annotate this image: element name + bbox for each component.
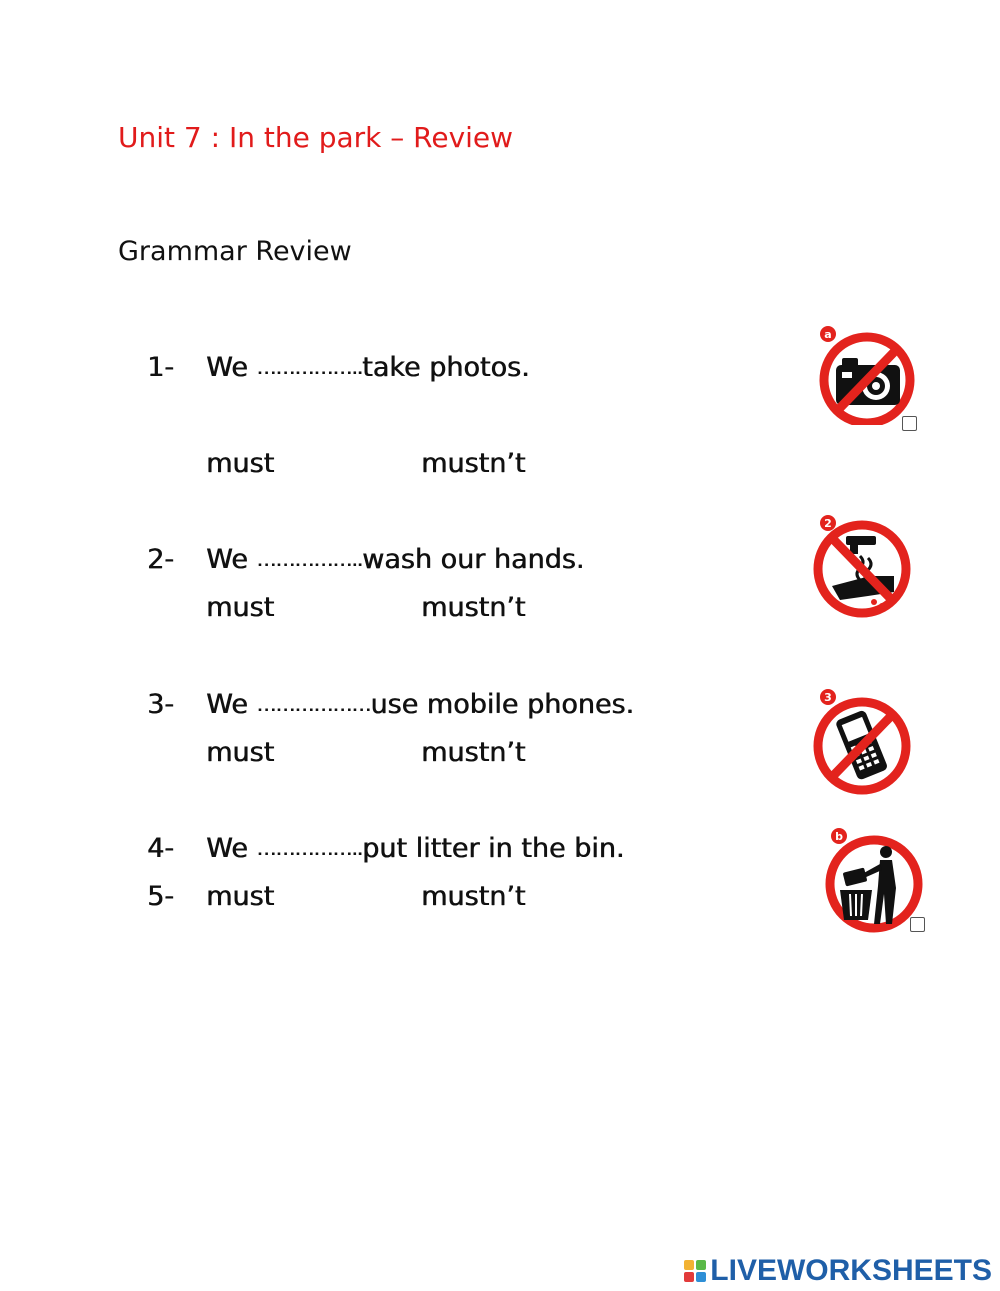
question-number: 2- (147, 544, 174, 575)
sentence-rest: wash our hands. (362, 544, 585, 575)
option-mustnt[interactable]: mustn’t (421, 881, 526, 912)
option-must[interactable]: must (206, 737, 275, 768)
no-mobile-phone-icon (810, 687, 920, 797)
no-hand-washing-sign (810, 514, 920, 624)
option-mustnt[interactable]: mustn’t (421, 737, 526, 768)
no-camera-icon (814, 325, 924, 425)
sign-badge: a (824, 328, 832, 341)
no-hand-washing-icon (810, 514, 920, 624)
answer-blank[interactable]: …………….. (256, 355, 363, 379)
sign-badge: b (835, 830, 843, 843)
no-mobile-phone-sign (810, 687, 920, 797)
option-must[interactable]: must (206, 881, 275, 912)
sentence-subject: We (206, 352, 257, 383)
section-subtitle: Grammar Review (118, 236, 352, 267)
question-number: 3- (147, 689, 174, 720)
brand-logo-icon (684, 1260, 706, 1282)
checkbox[interactable] (902, 416, 917, 431)
sentence-rest: use mobile phones. (370, 689, 634, 720)
answer-blank[interactable]: …………….. (256, 547, 363, 571)
option-must[interactable]: must (206, 592, 275, 623)
question-number: 5- (147, 881, 174, 912)
answer-blank[interactable]: ……………… (256, 692, 371, 716)
question-number: 1- (147, 352, 174, 383)
question-sentence (206, 689, 634, 720)
question-sentence (206, 352, 530, 383)
sentence-subject: We (206, 689, 257, 720)
sentence-rest: take photos. (362, 352, 530, 383)
sign-badge: 2 (824, 517, 832, 530)
page-title: Unit 7 : In the park – Review (118, 121, 514, 154)
sentence-subject: We (206, 544, 257, 575)
checkbox[interactable] (910, 917, 925, 932)
sentence-subject: We (206, 833, 257, 864)
liveworksheets-logo[interactable] (684, 1254, 992, 1288)
question-sentence (206, 833, 624, 864)
option-must[interactable]: must (206, 448, 275, 479)
brand-name: LIVEWORKSHEETS (710, 1254, 992, 1287)
sentence-rest: put litter in the bin. (362, 833, 625, 864)
option-mustnt[interactable]: mustn’t (421, 448, 526, 479)
option-mustnt[interactable]: mustn’t (421, 592, 526, 623)
answer-blank[interactable]: …………….. (256, 836, 363, 860)
question-sentence (206, 544, 584, 575)
no-camera-sign (814, 325, 924, 425)
question-number: 4- (147, 833, 174, 864)
sign-badge: 3 (824, 691, 832, 704)
